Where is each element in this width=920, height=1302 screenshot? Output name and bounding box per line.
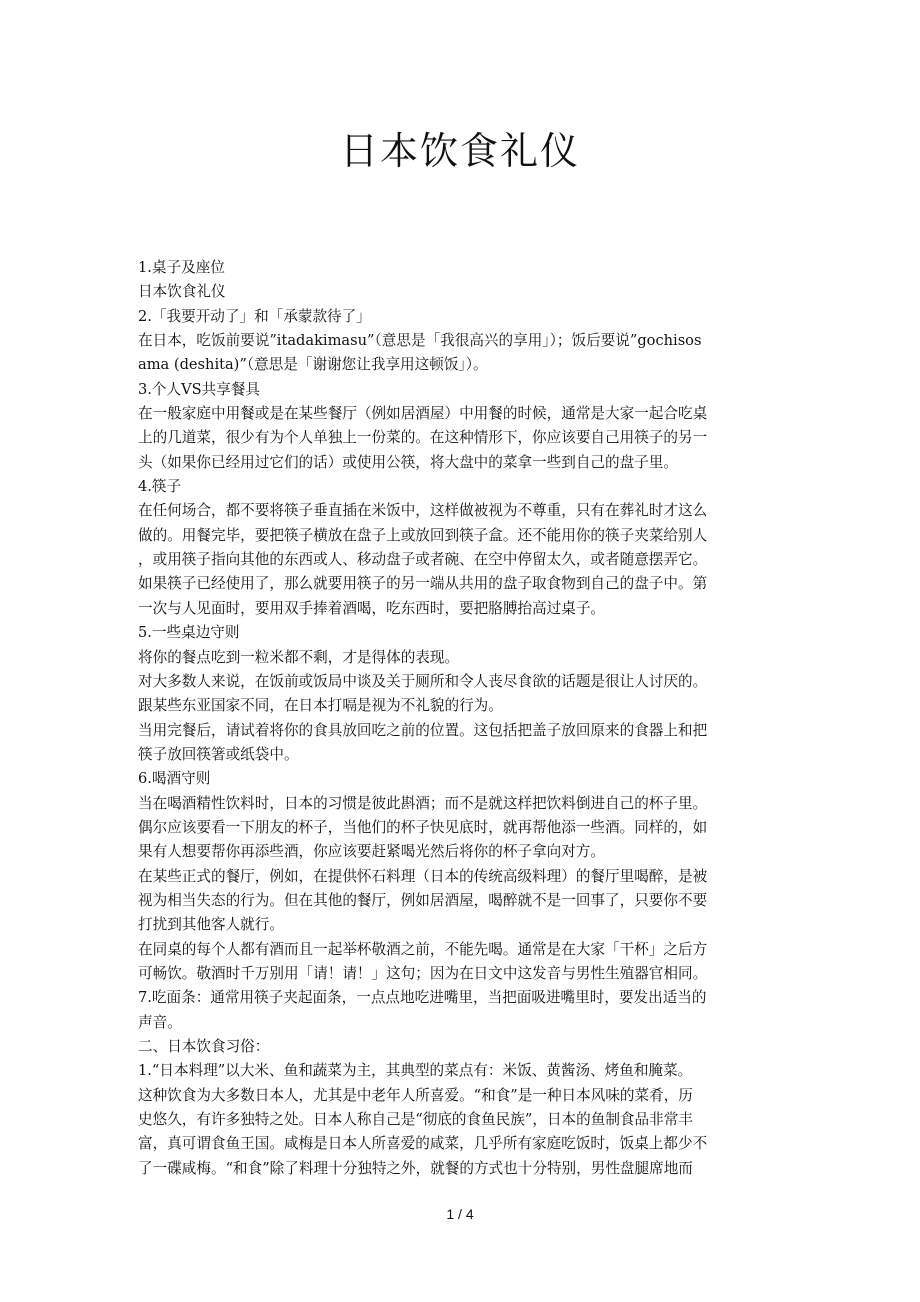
text-line: 史悠久，有许多独特之处。日本人称自己是“彻底的食鱼民族”，日本的鱼制食品非常丰 xyxy=(138,1111,693,1129)
text-line: 打扰到其他客人就行。 xyxy=(138,916,284,934)
text-line: 跟某些东亚国家不同，在日本打嗝是视为不礼貌的行为。 xyxy=(138,697,503,715)
text-line: ama (deshita)”（意思是「谢谢您让我享用这顿饭」）。 xyxy=(138,356,488,374)
text-line: 在某些正式的餐厅，例如，在提供怀石料理（日本的传统高级料理）的餐厅里喝醉，是被 xyxy=(138,867,708,885)
text-line: 在任何场合，都不要将筷子垂直插在米饭中，这样做被视为不尊重，只有在葬礼时才这么 xyxy=(138,502,708,520)
text-line: 视为相当失态的行为。但在其他的餐厅，例如居酒屋，喝醉就不是一回事了，只要你不要 xyxy=(138,891,708,909)
text-line: 如果筷子已经使用了，那么就要用筷子的另一端从共用的盘子取食物到自己的盘子中。第 xyxy=(138,575,708,593)
text-line: 头（如果你已经用过它们的话）或使用公筷，将大盘中的菜拿一些到自己的盘子里。 xyxy=(138,453,678,471)
text-line: 上的几道菜，很少有为个人单独上一份菜的。在这种情形下，你应该要自己用筷子的另一 xyxy=(138,429,708,447)
text-line: 7.吃面条：通常用筷子夹起面条，一点点地吃进嘴里，当把面吸进嘴里时，要发出适当的 xyxy=(138,989,707,1007)
text-line: 二、日本饮食习俗： xyxy=(138,1038,270,1055)
text-line: 3.个人VS共享餐具 xyxy=(138,380,261,398)
text-line: 在日本，吃饭前要说”itadakimasu”（意思是「我很高兴的享用」）；饭后要说”gochisos xyxy=(138,332,702,350)
text-line: 在同桌的每个人都有酒而且一起举杯敬酒之前，不能先喝。通常是在大家「干杯」之后方 xyxy=(138,940,708,958)
page-number: 1 / 4 xyxy=(446,1206,474,1222)
text-line: 当在喝酒精性饮料时，日本的习惯是彼此斟酒；而不是就这样把饮料倒进自己的杯子里。 xyxy=(138,794,708,812)
text-line: 将你的餐点吃到一粒米都不剩，才是得体的表现。 xyxy=(138,648,460,666)
text-line: 4.筷子 xyxy=(138,478,182,496)
text-line: 这种饮食为大多数日本人，尤其是中老年人所喜爱。“和食”是一种日本风味的菜肴，历 xyxy=(138,1086,693,1104)
text-line: 做的。用餐完毕，要把筷子横放在盘子上或放回到筷子盒。还不能用你的筷子夹菜给别人 xyxy=(138,526,708,544)
text-line: 1.桌子及座位 xyxy=(138,259,225,276)
text-line: 富，真可谓食鱼王国。咸梅是日本人所喜爱的咸菜，几乎所有家庭吃饭时，饭桌上都少不 xyxy=(138,1135,708,1153)
text-line: ，或用筷子指向其他的东西或人、移动盘子或者碗、在空中停留太久，或者随意摆弄它。 xyxy=(138,551,708,569)
text-line: 一次与人见面时，要用双手捧着酒喝，吃东西时，要把胳膊抬高过桌子。 xyxy=(138,599,606,617)
text-line: 了一碟咸梅。“和食”除了料理十分独特之外，就餐的方式也十分特别，男性盘腿席地而 xyxy=(138,1159,693,1177)
text-line: 2.「我要开动了」和「承蒙款待了」 xyxy=(138,307,371,325)
text-line: 可畅饮。敬酒时千万别用「请！请！」这句；因为在日文中这发音与男性生殖器官相同。 xyxy=(138,964,708,982)
text-line: 声音。 xyxy=(138,1013,182,1031)
text-line: 偶尔应该要看一下朋友的杯子，当他们的杯子快见底时，就再帮他添一些酒。同样的，如 xyxy=(138,818,708,836)
text-line: 当用完餐后，请试着将你的食具放回吃之前的位置。这包括把盖子放回原来的食器上和把 xyxy=(138,721,708,739)
document-body xyxy=(138,256,781,1181)
text-line: 果有人想要帮你再添些酒，你应该要赶紧喝光然后将你的杯子拿向对方。 xyxy=(138,843,606,861)
text-line: 对大多数人来说，在饭前或饭局中谈及关于厕所和令人丧尽食欲的话题是很让人讨厌的。 xyxy=(138,672,708,690)
text-line: 1.“日本料理”以大米、鱼和蔬菜为主，其典型的菜点有：米饭、黄酱汤、烤鱼和腌菜。 xyxy=(138,1062,693,1080)
document-title: 日本饮食礼仪 xyxy=(339,129,580,173)
text-line: 在一般家庭中用餐或是在某些餐厅（例如居酒屋）中用餐的时候，通常是大家一起合吃桌 xyxy=(138,405,708,423)
text-line: 筷子放回筷箸或纸袋中。 xyxy=(138,745,299,763)
text-line: 日本饮食礼仪 xyxy=(138,283,226,301)
text-line: 5.一些桌边守则 xyxy=(138,624,240,642)
text-line: 6.喝酒守则 xyxy=(138,770,211,788)
